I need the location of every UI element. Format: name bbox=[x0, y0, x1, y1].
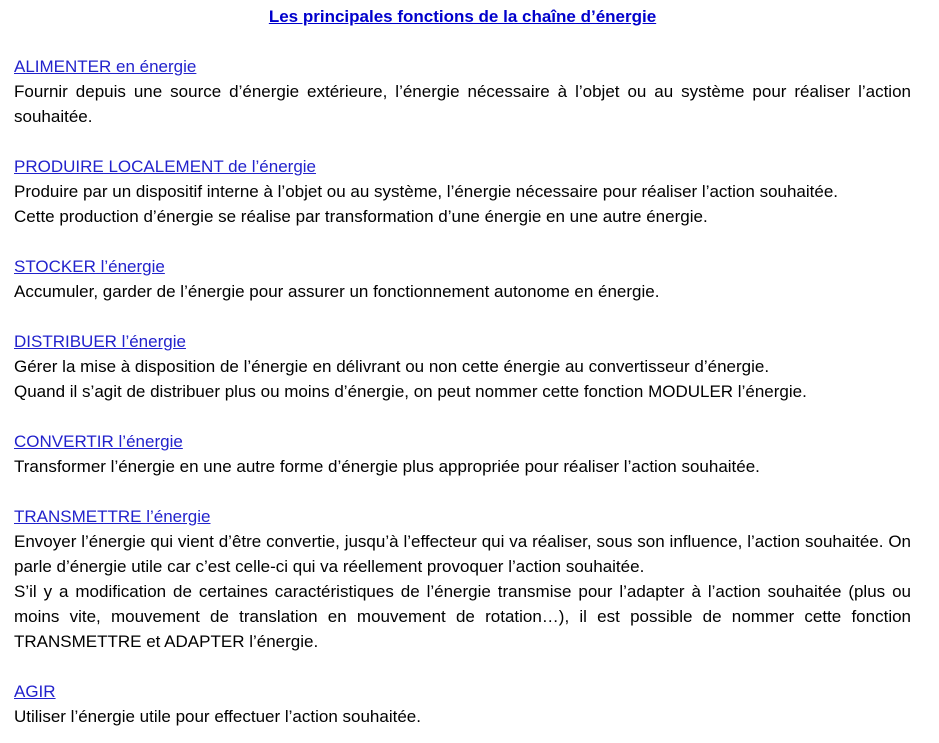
section-produire-text-1: Produire par un dispositif interne à l’objet ou au système, l’énergie nécessaire pour réaliser l’action souhaitée. bbox=[14, 182, 839, 201]
section-convertir-text: Transformer l’énergie en une autre forme d’énergie plus appropriée pour réaliser l’action souhaitée. bbox=[14, 457, 760, 476]
heading-transmettre-link[interactable]: TRANSMETTRE l’énergie bbox=[14, 507, 211, 526]
section-stocker-text: Accumuler, garder de l’énergie pour assurer un fonctionnement autonome en énergie. bbox=[14, 282, 660, 301]
heading-alimenter-link[interactable]: ALIMENTER en énergie bbox=[14, 57, 197, 76]
heading-convertir-link[interactable]: CONVERTIR l’énergie bbox=[14, 432, 183, 451]
section-distribuer bbox=[14, 329, 911, 404]
section-distribuer-text-1: Gérer la mise à disposition de l’énergie en délivrant ou non cette énergie au convertisseur d’énergie. bbox=[14, 357, 770, 376]
heading-stocker-link[interactable]: STOCKER l’énergie bbox=[14, 257, 165, 276]
section-transmettre-text-2: S’il y a modification de certaines caractéristiques de l’énergie transmise pour l’adapter à l’action souhaitée (plus ou moins vite, mouvement de translation en mouvement de rotation…), il est possible de nommer cette fonction TRANSMETTRE et ADAPTER l’énergie. bbox=[14, 582, 911, 651]
heading-agir-link[interactable]: AGIR bbox=[14, 682, 56, 701]
heading-distribuer-link[interactable]: DISTRIBUER l’énergie bbox=[14, 332, 186, 351]
section-stocker bbox=[14, 254, 911, 304]
section-transmettre-text-1: Envoyer l’énergie qui vient d’être convertie, jusqu’à l’effecteur qui va réaliser, sous son influence, l’action souhaitée. On parle d’énergie utile car c’est celle-ci qui va réellement provoquer l’action souhaitée. bbox=[14, 532, 911, 576]
page-title[interactable]: Les principales fonctions de la chaîne d’énergie bbox=[268, 7, 657, 26]
section-alimenter bbox=[14, 54, 911, 129]
section-produire bbox=[14, 154, 911, 229]
section-agir bbox=[14, 679, 911, 729]
heading-produire-link[interactable]: PRODUIRE LOCALEMENT de l’énergie bbox=[14, 157, 317, 176]
section-distribuer-text-2: Quand il s’agit de distribuer plus ou moins d’énergie, on peut nommer cette fonction MODULER l’énergie. bbox=[14, 382, 807, 401]
section-alimenter-text: Fournir depuis une source d’énergie extérieure, l’énergie nécessaire à l’objet ou au système pour réaliser l’action souhaitée. bbox=[14, 82, 911, 126]
section-transmettre bbox=[14, 504, 911, 654]
section-agir-text: Utiliser l’énergie utile pour effectuer l’action souhaitée. bbox=[14, 707, 421, 726]
section-convertir bbox=[14, 429, 911, 479]
section-produire-text-2: Cette production d’énergie se réalise par transformation d’une énergie en une autre énergie. bbox=[14, 207, 708, 226]
